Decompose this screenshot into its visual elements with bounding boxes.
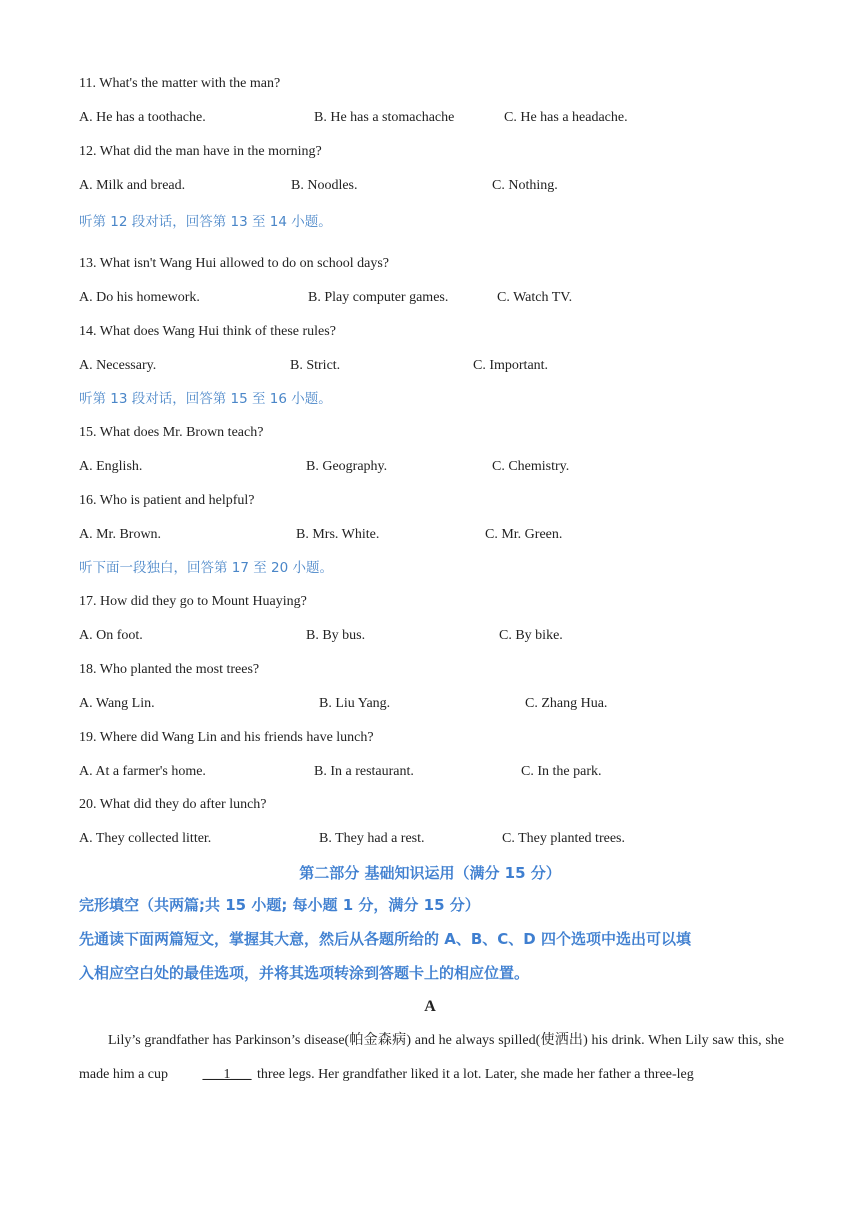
question-20: 20. What did they do after lunch? [79, 797, 267, 812]
instruction-line-2: 入相应空白处的最佳选项，并将其选项转涂到答题卡上的相应位置。 [79, 964, 530, 982]
q16-option-c: C. Mr. Green. [485, 527, 563, 542]
q11-option-a: A. He has a toothache. [79, 110, 206, 125]
q12-option-b: B. Noodles. [291, 178, 358, 193]
q14-option-b: B. Strict. [290, 358, 341, 373]
q13-option-c: C. Watch TV. [497, 290, 573, 305]
q18-option-a: A. Wang Lin. [79, 696, 155, 711]
q11-option-b: B. He has a stomachache [314, 110, 455, 125]
part-two-title: 第二部分 基础知识运用（满分 15 分） [299, 864, 561, 882]
question-19: 19. Where did Wang Lin and his friends have lunch? [79, 730, 374, 745]
q15-option-a: A. English. [79, 459, 143, 474]
q18-option-b: B. Liu Yang. [319, 696, 391, 711]
question-11: 11. What's the matter with the man? [79, 76, 281, 91]
cloze-subtitle: 完形填空（共两篇;共 15 小题; 每小题 1 分，满分 15 分） [79, 896, 480, 914]
passage-text-part-2: three legs. Her grandfather liked it a lot. Later, she made her father a three-leg [253, 1067, 694, 1082]
q16-option-a: A. Mr. Brown. [79, 527, 162, 542]
q17-option-b: B. By bus. [306, 628, 366, 643]
section-note-dialogue-13: 听第 13 段对话，回答第 15 至 16 小题。 [79, 391, 332, 407]
passage-text-part-1: Lily’s grandfather has Parkinson’s disease(帕金森病) and he always spilled(使洒出) his drink. When Lily saw this, she made him a cup [79, 1033, 784, 1082]
q20-option-c: C. They planted trees. [502, 831, 625, 846]
question-14: 14. What does Wang Hui think of these rules? [79, 324, 336, 339]
q15-option-b: B. Geography. [306, 459, 388, 474]
q11-option-c: C. He has a headache. [504, 110, 628, 125]
question-12: 12. What did the man have in the morning? [79, 144, 322, 159]
passage-title: A [424, 998, 436, 1015]
q12-option-c: C. Nothing. [492, 178, 558, 193]
q16-option-b: B. Mrs. White. [296, 527, 380, 542]
cloze-blank-1: ___1___ [202, 1067, 252, 1082]
question-13: 13. What isn't Wang Hui allowed to do on school days? [79, 256, 390, 271]
q20-option-b: B. They had a rest. [319, 831, 425, 846]
q15-option-c: C. Chemistry. [492, 459, 570, 474]
q19-option-b: B. In a restaurant. [314, 764, 414, 779]
q17-option-a: A. On foot. [79, 628, 143, 643]
q13-option-a: A. Do his homework. [79, 290, 200, 305]
q20-option-a: A. They collected litter. [79, 831, 212, 846]
section-note-monologue: 听下面一段独白，回答第 17 至 20 小题。 [79, 560, 334, 576]
section-note-dialogue-12: 听第 12 段对话，回答第 13 至 14 小题。 [79, 214, 332, 230]
q14-option-a: A. Necessary. [79, 358, 157, 373]
q17-option-c: C. By bike. [499, 628, 563, 643]
passage-paragraph [79, 1024, 784, 1092]
q18-option-c: C. Zhang Hua. [525, 696, 608, 711]
q14-option-c: C. Important. [473, 358, 549, 373]
question-17: 17. How did they go to Mount Huaying? [79, 594, 307, 609]
question-16: 16. Who is patient and helpful? [79, 493, 255, 508]
question-18: 18. Who planted the most trees? [79, 662, 260, 677]
instruction-line-1: 先通读下面两篇短文，掌握其大意，然后从各题所给的 A、B、C、D 四个选项中选出可以填 [79, 930, 691, 948]
q19-option-a: A. At a farmer's home. [79, 764, 206, 779]
q19-option-c: C. In the park. [521, 764, 602, 779]
q12-option-a: A. Milk and bread. [79, 178, 186, 193]
question-15: 15. What does Mr. Brown teach? [79, 425, 264, 440]
q13-option-b: B. Play computer games. [308, 290, 449, 305]
